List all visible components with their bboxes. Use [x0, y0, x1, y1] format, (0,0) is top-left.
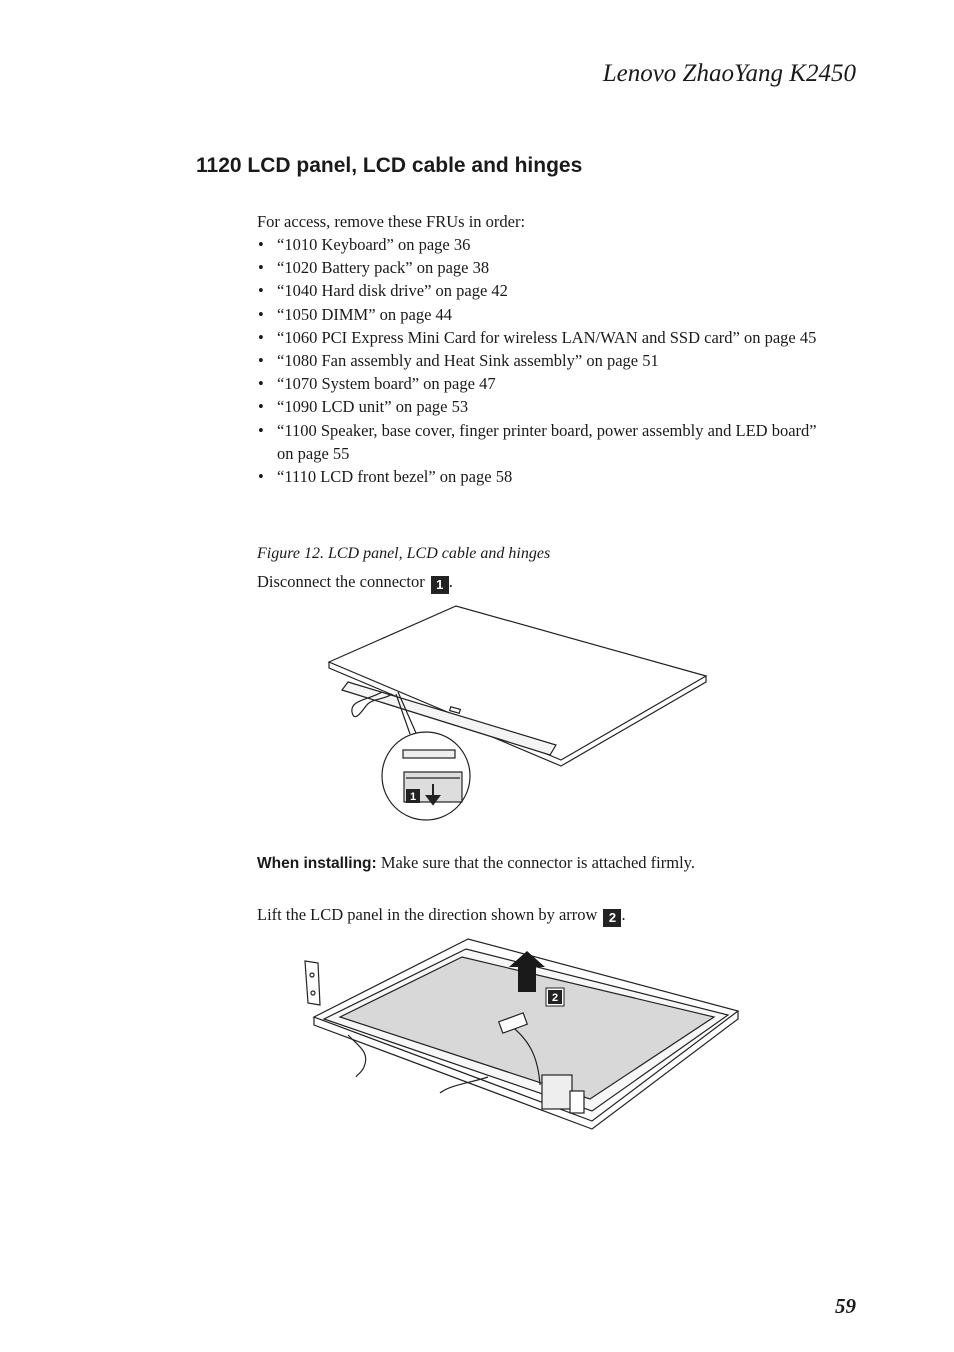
- figure-caption: Figure 12. LCD panel, LCD cable and hinges: [257, 545, 551, 562]
- lcd-panel-lift-illustration: [300, 935, 745, 1130]
- svg-text:1: 1: [409, 791, 417, 803]
- callout-2: 2: [603, 909, 621, 927]
- list-item: • “1080 Fan assembly and Heat Sink assembly” on page 51: [257, 349, 837, 372]
- list-item: • “1050 DIMM” on page 44: [257, 303, 837, 326]
- list-item: • “1060 PCI Express Mini Card for wireless LAN/WAN and SSD card” on page 45: [257, 326, 837, 349]
- step-2-end: .: [621, 905, 626, 924]
- step-1-end: .: [448, 572, 453, 591]
- step-2-text: [257, 903, 626, 927]
- page-number: 59: [835, 1294, 856, 1318]
- callout-1: 1: [431, 576, 449, 594]
- step-1-text: [257, 570, 453, 594]
- install-label: When installing:: [257, 855, 377, 872]
- list-item: • “1070 System board” on page 47: [257, 372, 837, 395]
- fru-list: [257, 233, 837, 488]
- running-header: Lenovo ZhaoYang K2450: [602, 60, 856, 87]
- section-title: 1120 LCD panel, LCD cable and hinges: [196, 154, 583, 177]
- list-item: • “1010 Keyboard” on page 36: [257, 233, 837, 256]
- list-item: • “1020 Battery pack” on page 38: [257, 256, 837, 279]
- list-item: • “1110 LCD front bezel” on page 58: [257, 465, 837, 488]
- intro-text: For access, remove these FRUs in order:: [257, 212, 526, 231]
- install-text: Make sure that the connector is attached firmly.: [380, 853, 695, 872]
- install-note: [257, 851, 695, 876]
- svg-text:2: 2: [551, 992, 559, 1004]
- step-2-label: Lift the LCD panel in the direction shown by arrow: [257, 905, 598, 924]
- list-item: • “1040 Hard disk drive” on page 42: [257, 279, 837, 302]
- step-1-label: Disconnect the connector: [257, 572, 425, 591]
- lcd-panel-connector-illustration: [320, 600, 720, 825]
- list-item: • “1090 LCD unit” on page 53: [257, 395, 837, 418]
- list-item: • “1100 Speaker, base cover, finger printer board, power assembly and LED board” on page 55: [257, 419, 837, 465]
